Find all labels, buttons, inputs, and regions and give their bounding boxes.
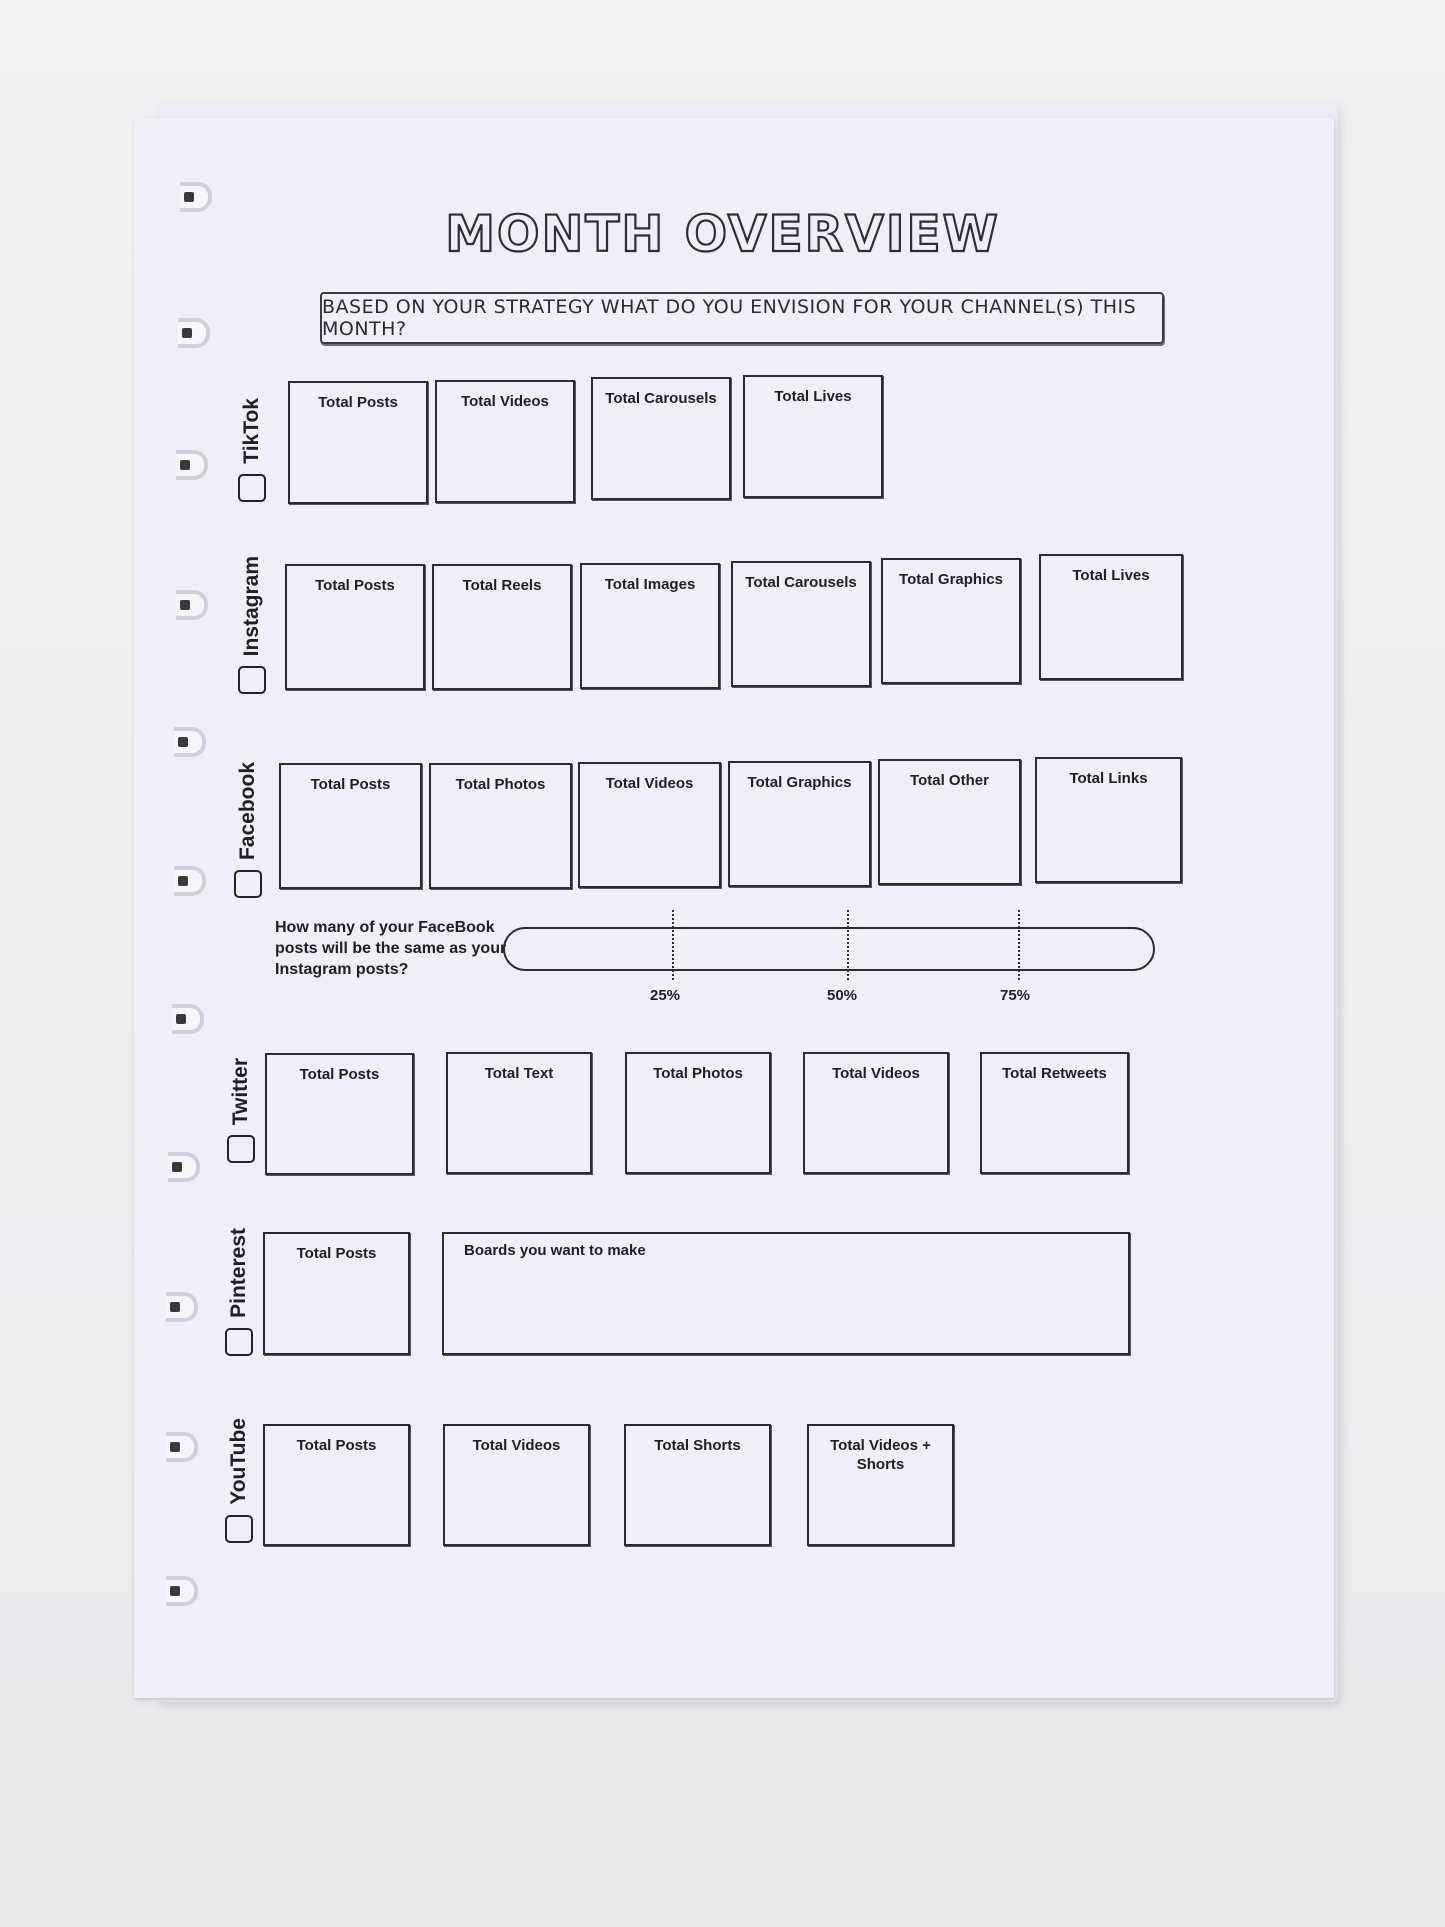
- platform-name-facebook: Facebook: [236, 762, 259, 861]
- platform-instagram: [235, 556, 269, 694]
- box-facebook-total-other[interactable]: Total Other: [878, 759, 1021, 885]
- platform-youtube: [222, 1418, 256, 1543]
- box-twitter-total-retweets[interactable]: Total Retweets: [980, 1052, 1129, 1174]
- checkbox-instagram[interactable]: [238, 666, 266, 694]
- binder-disc: [166, 1432, 198, 1462]
- box-youtube-total-videos[interactable]: Total Videos: [443, 1424, 590, 1546]
- percent-label-25: 25%: [649, 987, 681, 1004]
- page-title: MONTH OVERVIEW: [445, 205, 1000, 263]
- box-facebook-total-graphics[interactable]: Total Graphics: [728, 761, 871, 887]
- platform-name-youtube: YouTube: [227, 1418, 250, 1505]
- binder-disc: [174, 727, 206, 757]
- binder-disc: [166, 1292, 198, 1322]
- box-instagram-total-images[interactable]: Total Images: [580, 563, 720, 689]
- binder-disc: [176, 590, 208, 620]
- box-tiktok-total-posts[interactable]: Total Posts: [288, 381, 428, 504]
- binder-disc: [176, 450, 208, 480]
- box-facebook-total-posts[interactable]: Total Posts: [279, 763, 422, 889]
- binder-disc: [172, 1004, 204, 1034]
- binder-disc: [168, 1152, 200, 1182]
- box-twitter-total-posts[interactable]: Total Posts: [265, 1053, 414, 1175]
- platform-facebook: [231, 762, 265, 898]
- box-instagram-total-graphics[interactable]: Total Graphics: [881, 558, 1021, 684]
- box-twitter-total-text[interactable]: Total Text: [446, 1052, 592, 1174]
- platform-twitter: [224, 1058, 258, 1163]
- strategy-question: BASED ON YOUR STRATEGY WHAT DO YOU ENVISION FOR YOUR CHANNEL(S) THIS MONTH?: [320, 292, 1164, 344]
- box-youtube-total-posts[interactable]: Total Posts: [263, 1424, 410, 1546]
- box-instagram-total-posts[interactable]: Total Posts: [285, 564, 425, 690]
- percent-label-50: 50%: [826, 987, 858, 1004]
- overlap-percentage-bar[interactable]: [503, 927, 1155, 971]
- box-twitter-total-photos[interactable]: Total Photos: [625, 1052, 771, 1174]
- box-tiktok-total-carousels[interactable]: Total Carousels: [591, 377, 731, 500]
- facebook-overlap-question: How many of your FaceBook posts will be the same as your Instagram posts?: [275, 919, 507, 978]
- binder-disc: [174, 866, 206, 896]
- binder-disc: [166, 1576, 198, 1606]
- box-facebook-total-links[interactable]: Total Links: [1035, 757, 1182, 883]
- box-pinterest-boards[interactable]: Boards you want to make: [442, 1232, 1130, 1355]
- checkbox-tiktok[interactable]: [238, 474, 266, 502]
- platform-name-tiktok: TikTok: [240, 398, 263, 464]
- tick-25: [672, 910, 674, 980]
- tick-75: [1018, 910, 1020, 980]
- checkbox-youtube[interactable]: [225, 1515, 253, 1543]
- box-twitter-total-videos[interactable]: Total Videos: [803, 1052, 949, 1174]
- platform-name-pinterest: Pinterest: [227, 1228, 250, 1318]
- checkbox-pinterest[interactable]: [225, 1328, 253, 1356]
- box-youtube-total-shorts[interactable]: Total Shorts: [624, 1424, 771, 1546]
- checkbox-facebook[interactable]: [234, 870, 262, 898]
- box-tiktok-total-lives[interactable]: Total Lives: [743, 375, 883, 498]
- platform-name-instagram: Instagram: [240, 556, 263, 657]
- box-instagram-total-carousels[interactable]: Total Carousels: [731, 561, 871, 687]
- platform-pinterest: [222, 1228, 256, 1356]
- box-pinterest-total-posts[interactable]: Total Posts: [263, 1232, 410, 1355]
- binder-disc: [178, 318, 210, 348]
- box-instagram-total-lives[interactable]: Total Lives: [1039, 554, 1183, 680]
- box-facebook-total-photos[interactable]: Total Photos: [429, 763, 572, 889]
- platform-tiktok: [235, 398, 269, 502]
- box-tiktok-total-videos[interactable]: Total Videos: [435, 380, 575, 503]
- box-instagram-total-reels[interactable]: Total Reels: [432, 564, 572, 690]
- box-youtube-total-videos-shorts[interactable]: Total Videos + Shorts: [807, 1424, 954, 1546]
- platform-name-twitter: Twitter: [229, 1058, 252, 1126]
- box-facebook-total-videos[interactable]: Total Videos: [578, 762, 721, 888]
- checkbox-twitter[interactable]: [227, 1135, 255, 1163]
- tick-50: [847, 910, 849, 980]
- percent-label-75: 75%: [999, 987, 1031, 1004]
